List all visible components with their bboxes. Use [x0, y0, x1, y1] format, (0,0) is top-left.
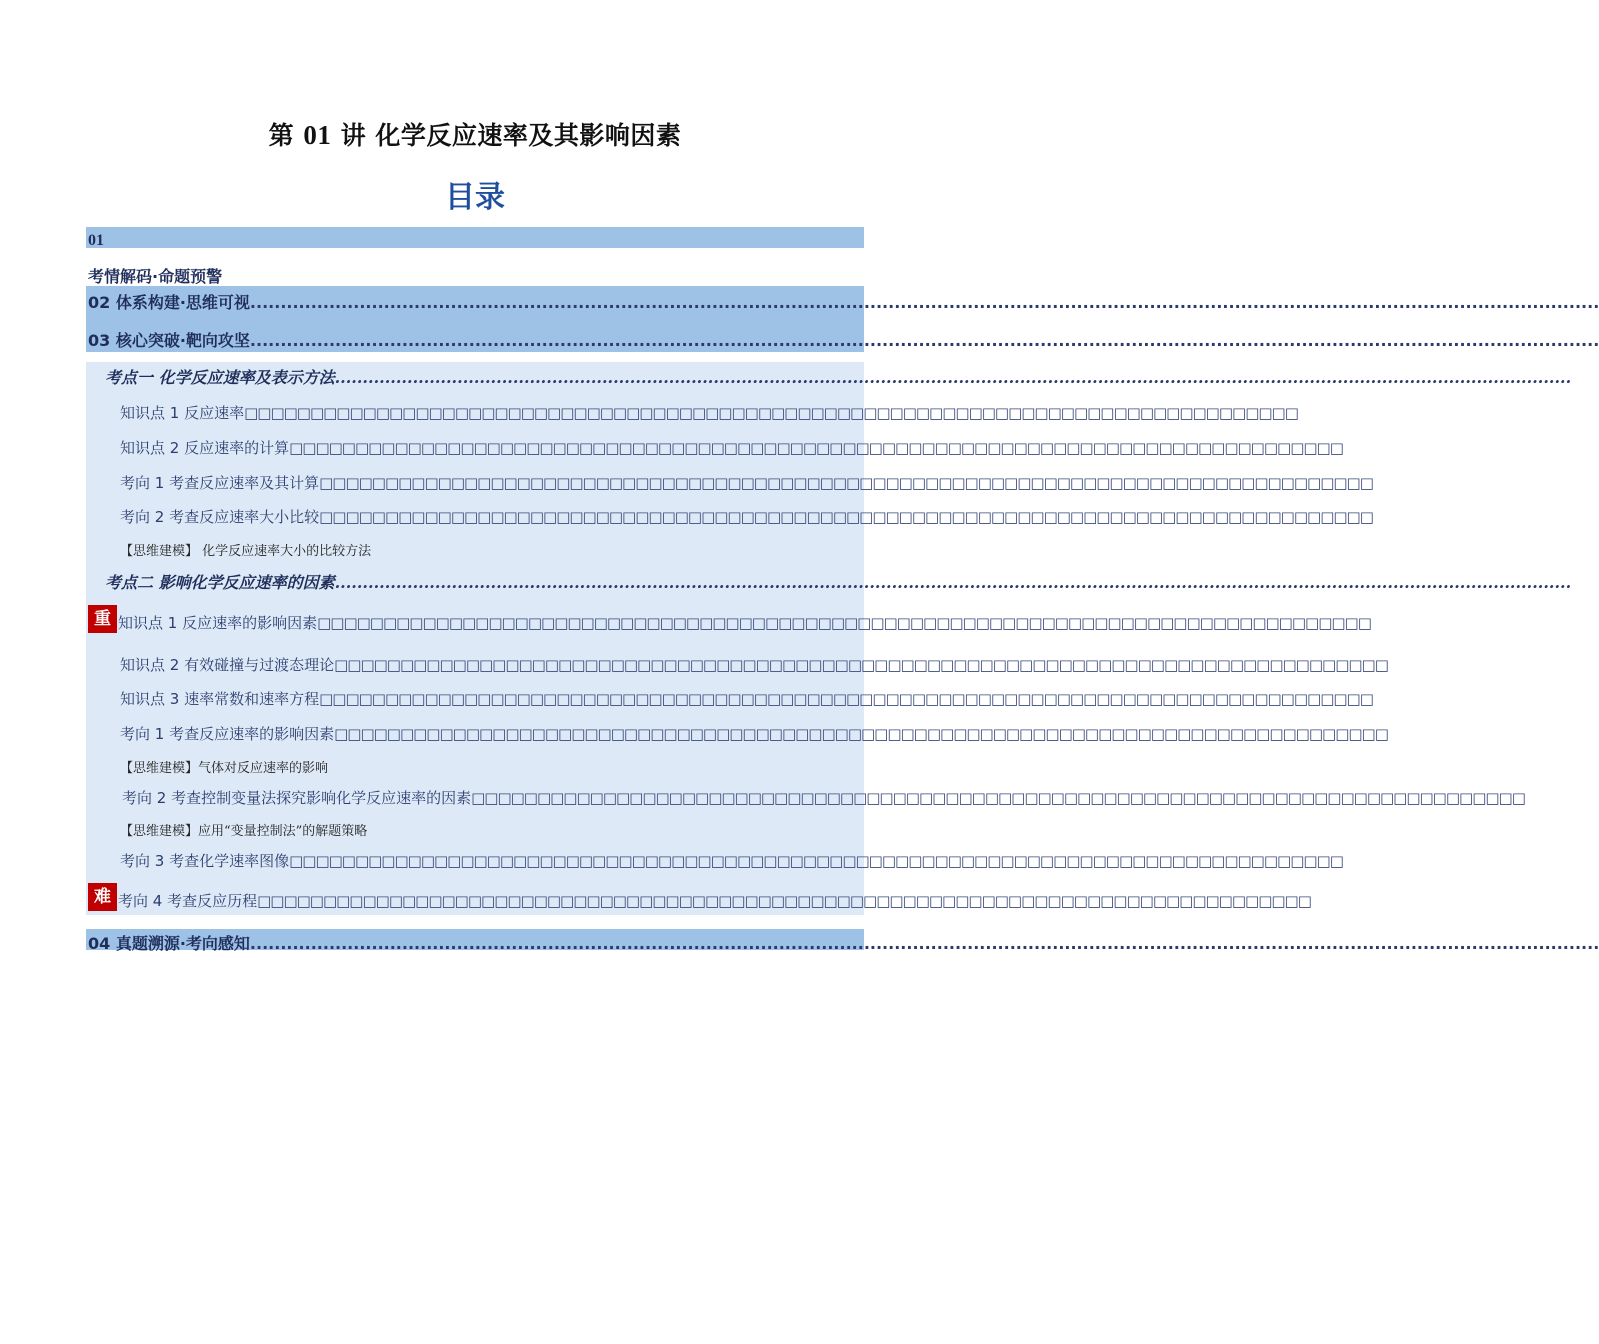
toc-k2-item-1[interactable]: 知识点 1 反应速率的影响因素□□□□□□□□□□□□□□□□□□□□□□□□□□□□□□□□□□□□□□□□□□□□□□□□□□□□□□□□□□□□□□□□□□□□□□□□□□□□□□□□ — [118, 614, 1371, 632]
toc-k2-model-2[interactable]: 【思维建模】应用“变量控制法”的解题策略 — [120, 824, 368, 839]
toc-k1-item-3[interactable]: 考向 1 考查反应速率及其计算□□□□□□□□□□□□□□□□□□□□□□□□□□□□□□□□□□□□□□□□□□□□□□□□□□□□□□□□□□□□□□□□□□□□□□□□□□□□□□□□ — [120, 474, 1373, 492]
toc-entry-01-num[interactable]: 01 — [88, 232, 104, 249]
key-point-badge: 重 — [88, 605, 117, 633]
toc-k2-model-1[interactable]: 【思维建模】气体对反应速率的影响 — [120, 761, 329, 776]
toc-entry-04[interactable]: 04 真题溯源·考向感知.............................................................................................................................................................................................................................. — [88, 934, 1599, 953]
toc-k2-item-4[interactable]: 考向 1 考查反应速率的影响因素□□□□□□□□□□□□□□□□□□□□□□□□□□□□□□□□□□□□□□□□□□□□□□□□□□□□□□□□□□□□□□□□□□□□□□□□□□□□□□□□ — [120, 725, 1388, 743]
toc-k1-model[interactable]: 【思维建模】 化学反应速率大小的比较方法 — [120, 544, 372, 559]
page-title: 第 01 讲 化学反应速率及其影响因素 — [268, 120, 682, 150]
toc-entry-02[interactable]: 02 体系构建·思维可视.............................................................................................................................................................................................................................. — [88, 293, 1599, 312]
difficult-point-badge: 难 — [88, 883, 117, 911]
toc-heading: 目录 — [445, 180, 505, 215]
toc-k2-item-5[interactable]: 考向 2 考查控制变量法探究影响化学反应速率的因素□□□□□□□□□□□□□□□□□□□□□□□□□□□□□□□□□□□□□□□□□□□□□□□□□□□□□□□□□□□□□□□□□□□□□□□□□□□□□□□□ — [122, 789, 1525, 807]
toc-k2-item-2[interactable]: 知识点 2 有效碰撞与过渡态理论□□□□□□□□□□□□□□□□□□□□□□□□□□□□□□□□□□□□□□□□□□□□□□□□□□□□□□□□□□□□□□□□□□□□□□□□□□□□□□□□ — [120, 656, 1388, 674]
toc-k1-item-4[interactable]: 考向 2 考查反应速率大小比较□□□□□□□□□□□□□□□□□□□□□□□□□□□□□□□□□□□□□□□□□□□□□□□□□□□□□□□□□□□□□□□□□□□□□□□□□□□□□□□□ — [120, 508, 1373, 526]
toc-k1-item-1[interactable]: 知识点 1 反应速率□□□□□□□□□□□□□□□□□□□□□□□□□□□□□□□□□□□□□□□□□□□□□□□□□□□□□□□□□□□□□□□□□□□□□□□□□□□□□□□□ — [120, 404, 1298, 422]
toc-k1-item-2[interactable]: 知识点 2 反应速率的计算□□□□□□□□□□□□□□□□□□□□□□□□□□□□□□□□□□□□□□□□□□□□□□□□□□□□□□□□□□□□□□□□□□□□□□□□□□□□□□□□ — [120, 439, 1343, 457]
toc-kaodian-1[interactable]: 考点一 化学反应速率及表示方法.............................................................................................................................................................................................................................. — [105, 368, 1572, 387]
toc-k2-item-3[interactable]: 知识点 3 速率常数和速率方程□□□□□□□□□□□□□□□□□□□□□□□□□□□□□□□□□□□□□□□□□□□□□□□□□□□□□□□□□□□□□□□□□□□□□□□□□□□□□□□□ — [120, 690, 1373, 708]
toc-k2-item-6[interactable]: 考向 3 考查化学速率图像□□□□□□□□□□□□□□□□□□□□□□□□□□□□□□□□□□□□□□□□□□□□□□□□□□□□□□□□□□□□□□□□□□□□□□□□□□□□□□□□ — [120, 852, 1343, 870]
toc-entry-03[interactable]: 03 核心突破·靶向攻坚.............................................................................................................................................................................................................................. — [88, 331, 1599, 350]
toc-k2-item-7[interactable]: 考向 4 考查反应历程□□□□□□□□□□□□□□□□□□□□□□□□□□□□□□□□□□□□□□□□□□□□□□□□□□□□□□□□□□□□□□□□□□□□□□□□□□□□□□□□ — [118, 892, 1311, 910]
toc-entry-01-title[interactable]: 考情解码·命题预警 — [88, 267, 223, 286]
toc-kaodian-2[interactable]: 考点二 影响化学反应速率的因素.............................................................................................................................................................................................................................. — [105, 573, 1572, 592]
